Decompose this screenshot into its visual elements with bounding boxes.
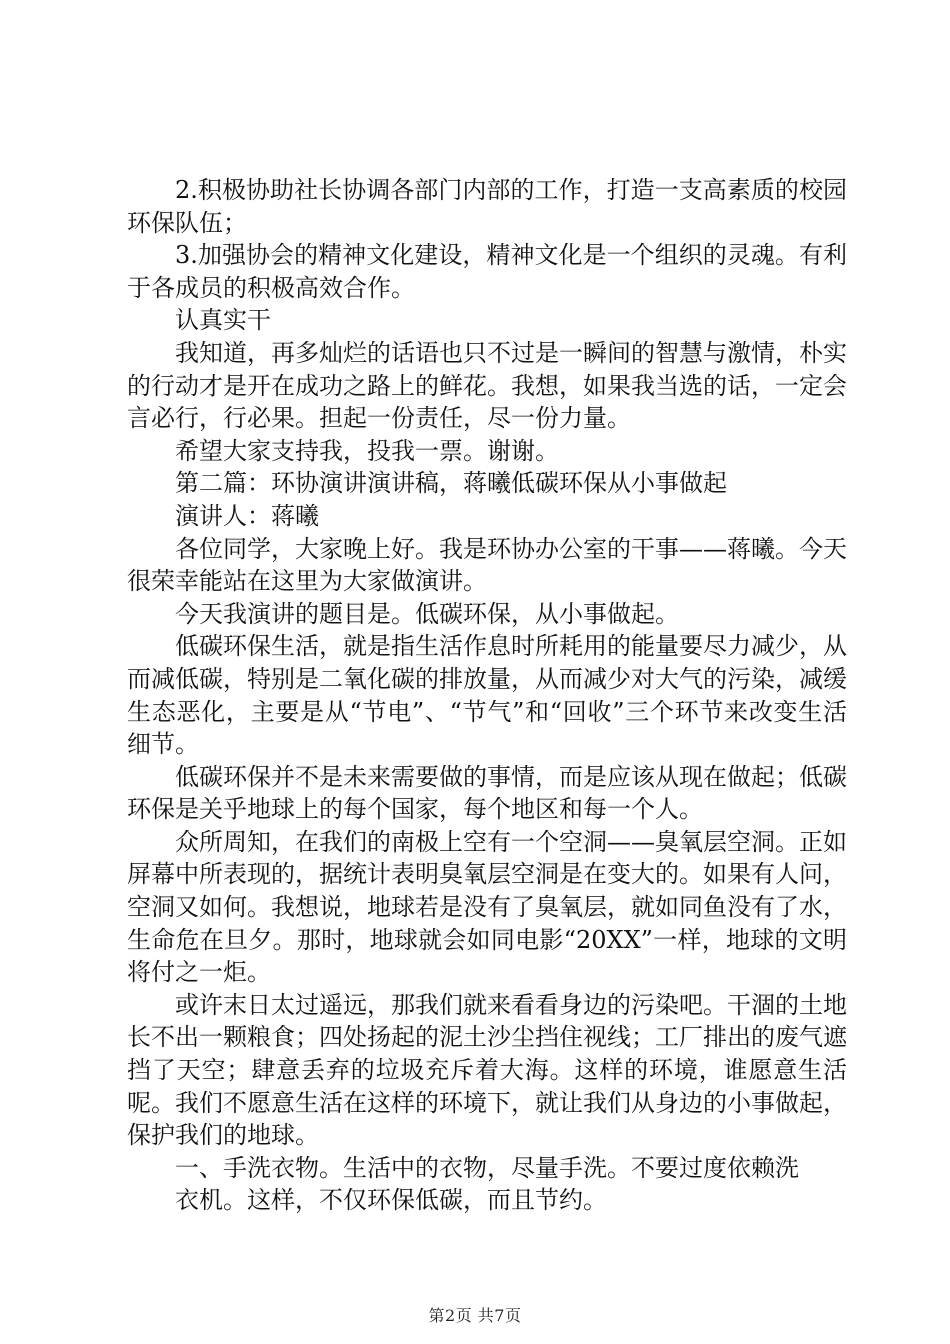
speaker-line: 演讲人：蒋曦 — [175, 501, 319, 530]
paragraph-pollution: 或许末日太过遥远，那我们就来看看身边的污染吧。干涸的土地长不出一颗粮食；四处扬起的泥土沙尘挡住视线；工厂排出的废气遮挡了天空；肆意丢弃的垃圾充斥着大海。这样的环境，谁愿意生活呢。我们不愿意生活在这样的环境下，就让我们从身边的小事做起，保护我们的地球。 — [127, 990, 847, 1150]
paragraph-definition: 低碳环保生活，就是指生活作息时所耗用的能量要尽力减少，从而减低碳，特别是二氧化碳的排放量，从而减少对大气的污染，减缓生态恶化，主要是从“节电”、“节气”和“回收”三个环节来改变生活细节。 — [127, 632, 847, 759]
document-body — [127, 174, 847, 1217]
paragraph-topic: 今天我演讲的题目是。低碳环保，从小事做起。 — [175, 599, 679, 628]
paragraph-ozone: 众所周知，在我们的南极上空有一个空洞——臭氧层空洞。正如屏幕中所表现的，据统计表明臭氧层空洞是在变大的。如果有人问，空洞又如何。我想说，地球若是没有了臭氧层，就如同鱼没有了水，生命危在旦夕。那时，地球就会如同电影“20XX”一样，地球的文明将付之一炬。 — [127, 827, 847, 987]
paragraph-handwash-cont: 衣机。这样，不仅环保低碳，而且节约。 — [175, 1186, 607, 1215]
page-number-footer: 第2页 共7页 — [428, 1306, 522, 1325]
paragraph-xiwang: 希望大家支持我，投我一票。谢谢。 — [175, 436, 559, 465]
paragraph-task-2: 2.积极协助社长协调各部门内部的工作，打造一支高素质的校园环保队伍； — [127, 176, 847, 237]
paragraph-handwash: 一、手洗衣物。生活中的衣物，尽量手洗。不要过度依赖洗 — [175, 1153, 799, 1182]
paragraph-now: 低碳环保并不是未来需要做的事情，而是应该从现在做起；低碳环保是关乎地球上的每个国家，每个地区和每一个人。 — [127, 762, 847, 824]
paragraph-greeting: 各位同学，大家晚上好。我是环协办公室的干事——蒋曦。今天很荣幸能站在这里为大家做演讲。 — [127, 534, 847, 596]
paragraph-heading-renzhen: 认真实干 — [175, 306, 271, 335]
paragraph-task-3: 3.加强协会的精神文化建设，精神文化是一个组织的灵魂。有利于各成员的积极高效合作。 — [127, 241, 847, 302]
section-title-second: 第二篇：环协演讲演讲稿，蒋曦低碳环保从小事做起 — [175, 469, 727, 498]
paragraph-wo-zhidao: 我知道，再多灿烂的话语也只不过是一瞬间的智慧与激情，朴实的行动才是开在成功之路上的鲜花。我想，如果我当选的话，一定会言必行，行必果。担起一份责任，尽一份力量。 — [127, 338, 847, 433]
